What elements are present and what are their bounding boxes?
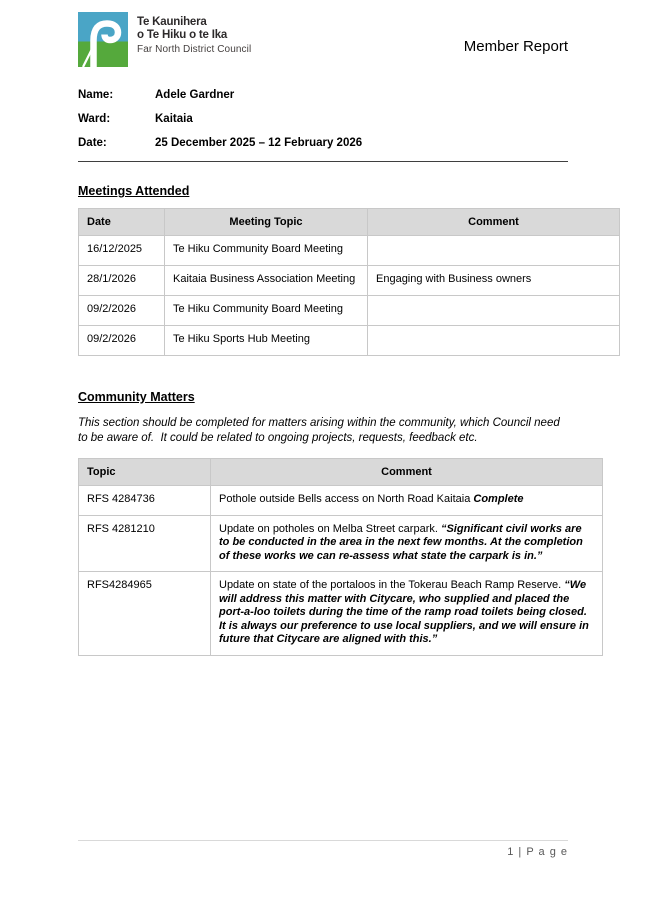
- column-header-date: Date: [79, 209, 165, 236]
- meeting-comment: [368, 236, 620, 266]
- column-header-meeting-topic: Meeting Topic: [165, 209, 368, 236]
- table-row: [79, 296, 620, 326]
- page-header: [78, 12, 568, 67]
- meeting-topic: Kaitaia Business Association Meeting: [165, 266, 368, 296]
- rfs-comment-text: Update on state of the portaloos in the Tokerau Beach Ramp Reserve.: [219, 579, 565, 591]
- meetings-table-header-row: [79, 209, 620, 236]
- table-row: [79, 572, 603, 656]
- meeting-comment: [368, 326, 620, 356]
- date-label: Date:: [78, 137, 107, 149]
- community-table-header-row: [79, 459, 603, 486]
- rfs-number: RFS 4284736: [79, 486, 211, 516]
- info-row-date: [78, 137, 568, 149]
- page-footer: [78, 840, 568, 858]
- meeting-comment: Engaging with Business owners: [368, 266, 620, 296]
- rfs-comment: [211, 515, 603, 572]
- ward-value: Kaitaia: [155, 113, 193, 125]
- table-row: [79, 486, 603, 516]
- column-header-comment: Comment: [368, 209, 620, 236]
- rfs-comment: [211, 486, 603, 516]
- meeting-date: 16/12/2025: [79, 236, 165, 266]
- info-row-name: [78, 89, 568, 101]
- rfs-comment: [211, 572, 603, 656]
- rfs-comment-emphasis: “Significant civil works are to be conducted in the area in the next few months. At the completion of these works we can re-assess what state the carpark is in.”: [219, 522, 583, 562]
- table-row: [79, 236, 620, 266]
- council-name-line2: o Te Hiku o te Ika: [137, 28, 228, 41]
- member-info: [78, 89, 568, 162]
- meeting-comment: [368, 296, 620, 326]
- rfs-number: RFS 4281210: [79, 515, 211, 572]
- community-matters-table: [78, 458, 603, 656]
- community-matters-intro: This section should be completed for matters arising within the community, which Council need to be aware of. It could be related to ongoing projects, requests, feedback etc.: [78, 417, 563, 444]
- table-row: [79, 515, 603, 572]
- name-label: Name:: [78, 89, 114, 101]
- date-value: 25 December 2025 – 12 February 2026: [155, 137, 363, 149]
- meeting-topic: Te Hiku Community Board Meeting: [165, 296, 368, 326]
- meetings-attended-heading: Meetings Attended: [78, 184, 190, 198]
- info-row-ward: [78, 113, 568, 125]
- meeting-topic: Te Hiku Community Board Meeting: [165, 236, 368, 266]
- header-divider: [78, 161, 568, 162]
- meeting-topic: Te Hiku Sports Hub Meeting: [165, 326, 368, 356]
- rfs-comment-text: Pothole outside Bells access on North Road Kaitaia: [219, 493, 474, 505]
- rfs-comment-emphasis: “We will address this matter with Citycare, who supplied and placed the port-a-loo toilets during the time of the ramp road toilets being closed. It is always our preference to use local suppliers, and we will ensure in future that Citycare are aligned with this.”: [219, 579, 589, 645]
- report-title: Member Report: [463, 38, 568, 55]
- column-header-topic: Topic: [79, 459, 211, 486]
- meeting-date: 28/1/2026: [79, 266, 165, 296]
- meetings-table: [78, 208, 620, 356]
- koru-logo-icon: [78, 12, 128, 67]
- column-header-comment: Comment: [211, 459, 603, 486]
- community-matters-heading: Community Matters: [78, 390, 195, 404]
- council-logo-text: [137, 12, 251, 55]
- council-name-english: Far North District Council: [137, 44, 252, 55]
- table-row: [79, 266, 620, 296]
- rfs-comment-text: Update on potholes on Melba Street carpark.: [219, 522, 441, 535]
- meeting-date: 09/2/2026: [79, 296, 165, 326]
- rfs-comment-emphasis: Complete: [473, 493, 524, 505]
- council-name-line1: Te Kaunihera: [137, 16, 207, 28]
- table-row: [79, 326, 620, 356]
- meeting-date: 09/2/2026: [79, 326, 165, 356]
- rfs-number: RFS4284965: [79, 572, 211, 656]
- council-logo: [78, 12, 251, 67]
- ward-label: Ward:: [78, 113, 111, 125]
- page-number: 1 | P a g e: [507, 846, 568, 858]
- name-value: Adele Gardner: [155, 89, 235, 101]
